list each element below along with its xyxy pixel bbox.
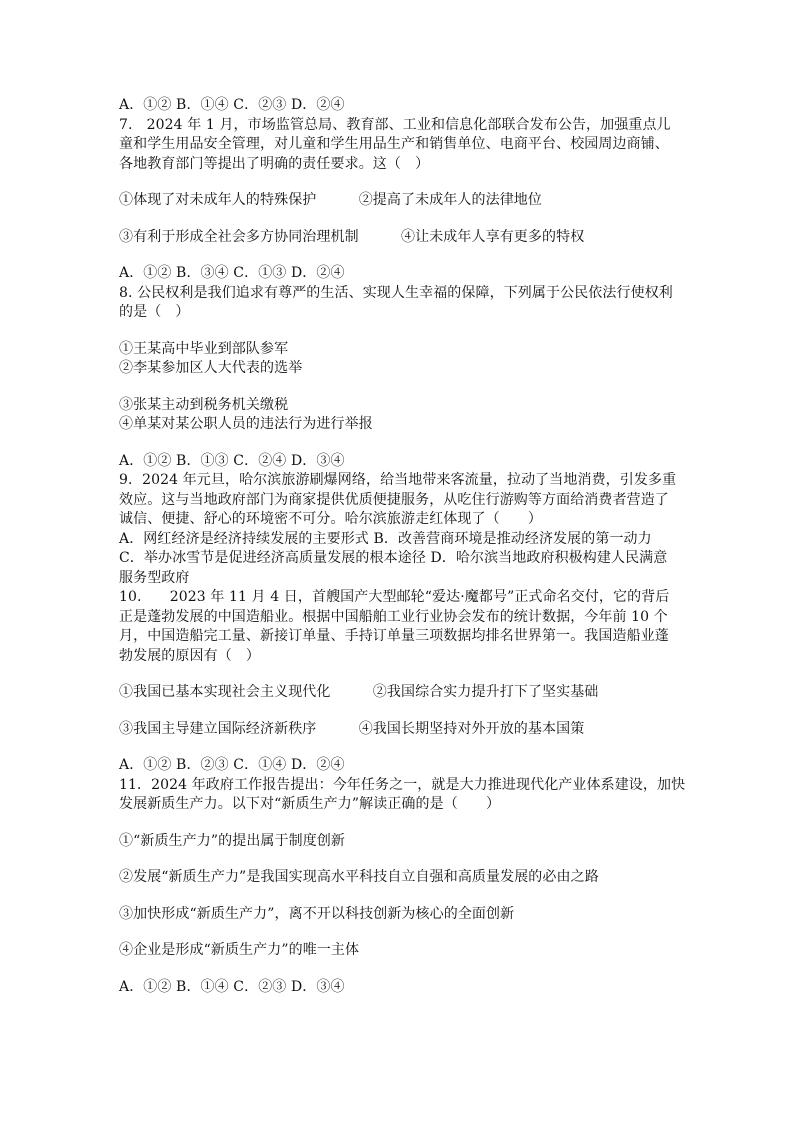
blank-line bbox=[119, 379, 679, 396]
question-8-line-2: 的是（ ） bbox=[119, 304, 190, 320]
question-11-line-2: 发展新质生产力。以下对“新质生产力”解读正确的是（ ） bbox=[119, 796, 501, 812]
q11-statement-1: ①“新质生产力”的提出属于制度创新 bbox=[119, 832, 346, 849]
blank-line bbox=[119, 739, 679, 756]
q8-statement-1: ①王某高中毕业到部队参军 bbox=[119, 340, 289, 357]
question-7-line-1: 7. 2024 年 1 月，市场监管总局、教育部、工业和信息化部联合发布公告，加强重点儿 bbox=[119, 116, 671, 133]
q11-statement-2: ②发展“新质生产力”是我国实现高水平科技自立自强和高质量发展的必由之路 bbox=[119, 869, 599, 885]
blank-line bbox=[119, 666, 679, 683]
q11-statement-3: ③加快形成“新质生产力”，离不开以科技创新为核心的全面创新 bbox=[119, 905, 515, 922]
blank-line bbox=[119, 703, 679, 720]
q10-statements-1-2: ①我国已基本实现社会主义现代化 ②我国综合实力提升打下了坚实基础 bbox=[119, 684, 599, 700]
question-9-line-2: 效应。这与当地政府部门为商家提供优质便捷服务，从吃住行游购等方面给消费者营造了 bbox=[119, 491, 669, 508]
question-7-line-2: 童和学生用品安全管理，对儿童和学生用品生产和销售单位、电商平台、校园周边商铺、 bbox=[119, 136, 669, 152]
q8-statement-2: ②李某参加区人大代表的选举 bbox=[119, 360, 303, 376]
q7-statements-1-2: ①体现了对未成年人的特殊保护 ②提高了未成年人的法律地位 bbox=[119, 192, 542, 208]
question-10-line-3: 月，中国造船完工量、新接订单量、手持订单量三项数据均排名世界第一。我国造船业蓬 bbox=[119, 628, 669, 644]
blank-line bbox=[119, 211, 679, 228]
question-9-line-3: 诚信、便捷、舒心的环境密不可分。哈尔滨旅游走红体现了（ ） bbox=[119, 511, 542, 527]
answer-options-q6: A．①② B．①④ C．②③ D．②④ bbox=[119, 97, 345, 113]
answer-options-q10: A．①② B．②③ C．①④ D．②④ bbox=[119, 757, 345, 773]
answer-options-q11: A．①② B．①④ C．②③ D．③④ bbox=[119, 978, 345, 995]
question-7-line-3: 各地教育部门等提出了明确的责任要求。这（ ） bbox=[119, 155, 430, 172]
question-9-line-1: 9．2024 年元旦，哈尔滨旅游刷爆网络，给当地带来客流量，拉动了当地消费，引发多重 bbox=[119, 472, 677, 488]
q7-statements-3-4: ③有利于形成全社会多方协同治理机制 ④让未成年人享有更多的特权 bbox=[119, 228, 585, 245]
blank-line bbox=[119, 435, 679, 452]
blank-line bbox=[119, 961, 679, 978]
blank-line bbox=[119, 888, 679, 905]
q10-statements-3-4: ③我国主导建立国际经济新秩序 ④我国长期坚持对外开放的基本国策 bbox=[119, 720, 585, 737]
blank-line bbox=[119, 323, 679, 340]
question-10-line-4: 勃发展的原因有（ ） bbox=[119, 647, 260, 664]
question-8-line-1: 8. 公民权利是我们追求有尊严的生活、实现人生幸福的保障，下列属于公民依法行使权利 bbox=[119, 284, 673, 301]
q9-options-a-b: A．网红经济是经济持续发展的主要形式 B．改善营商环境是推动经济发展的第一动力 bbox=[119, 530, 652, 547]
blank-line bbox=[119, 247, 679, 264]
answer-options-q8: A．①② B．①③ C．②④ D．③④ bbox=[119, 452, 345, 469]
q9-options-c-d: C．举办冰雪节是促进经济高质量发展的根本途径 D．哈尔滨当地政府积极构建人民满意 bbox=[119, 550, 668, 566]
question-10-line-2: 正是蓬勃发展的中国造船业。根据中国船舶工业行业协会发布的统计数据，今年前 10 个 bbox=[119, 608, 668, 625]
answer-options-q7: A．①② B．③④ C．①③ D．②④ bbox=[119, 265, 345, 281]
question-11-line-1: 11．2024 年政府工作报告提出：今年任务之一，就是大力推进现代化产业体系建设，加快 bbox=[119, 776, 686, 793]
blank-line bbox=[119, 851, 679, 868]
blank-line bbox=[119, 815, 679, 832]
document-page bbox=[119, 96, 686, 997]
q8-statement-4: ④单某对某公职人员的违法行为进行举报 bbox=[119, 416, 373, 432]
q9-options-d-cont: 服务型政府 bbox=[119, 569, 190, 586]
q8-statement-3: ③张某主动到税务机关缴税 bbox=[119, 396, 289, 413]
q11-statement-4: ④企业是形成“新质生产力”的唯一主体 bbox=[119, 942, 360, 958]
blank-line bbox=[119, 924, 679, 941]
question-10-line-1: 10. 2023 年 11 月 4 日，首艘国产大型邮轮“爱达·魔都号”正式命名交付，它的背后 bbox=[119, 589, 670, 605]
blank-line bbox=[119, 174, 679, 191]
